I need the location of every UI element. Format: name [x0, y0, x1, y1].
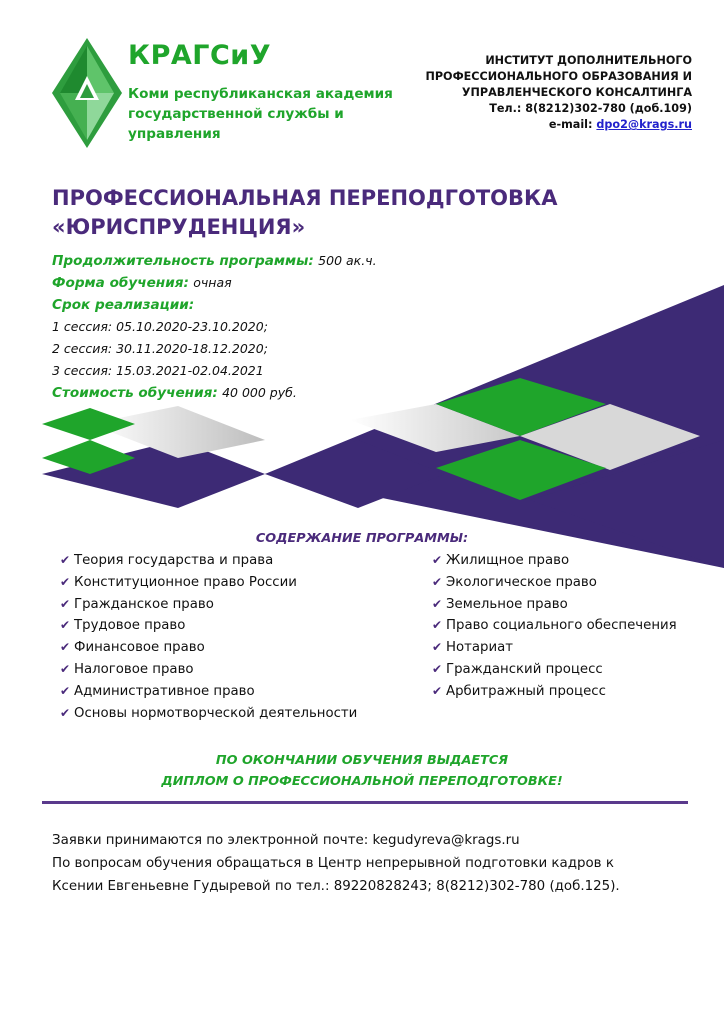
list-item — [60, 703, 357, 725]
list-item — [60, 681, 357, 703]
institute-line: УПРАВЛЕНЧЕСКОГО КОНСАЛТИНГА — [461, 86, 692, 99]
diploma-notice — [0, 750, 724, 792]
check-icon: ✔ — [60, 618, 71, 633]
brand-subtitle-line: Коми республиканская академия — [128, 86, 393, 102]
session-item: 2 сессия: 30.11.2020-18.12.2020; — [52, 341, 268, 356]
program-title-line2: «ЮРИСПРУДЕНЦИЯ» — [52, 215, 306, 239]
list-item — [60, 550, 357, 572]
program-info — [52, 250, 472, 404]
period-label: Срок реализации: — [52, 297, 195, 313]
check-icon: ✔ — [60, 683, 71, 698]
check-icon: ✔ — [432, 618, 443, 633]
form-value: очная — [193, 275, 232, 290]
check-icon: ✔ — [60, 661, 71, 676]
krags-logo-icon — [52, 38, 122, 148]
cost-row — [52, 382, 472, 404]
subject-label: Административное право — [74, 683, 255, 699]
subject-label: Финансовое право — [74, 640, 205, 656]
list-item — [432, 637, 677, 659]
subject-label: Арбитражный процесс — [446, 683, 606, 699]
subject-label: Теория государства и права — [74, 553, 274, 568]
list-item — [432, 681, 677, 703]
footer-line: По вопросам обучения обращаться в Центр непрерывной подготовки кадров к — [52, 856, 614, 871]
list-item — [432, 615, 677, 637]
list-item — [60, 594, 357, 616]
institute-line: ПРОФЕССИОНАЛЬНОГО ОБРАЗОВАНИЯ И — [425, 70, 692, 83]
check-icon: ✔ — [432, 574, 443, 589]
subject-label: Конституционное право России — [74, 574, 297, 590]
subjects-list-left — [60, 550, 357, 724]
session-item: 1 сессия: 05.10.2020-23.10.2020; — [52, 319, 268, 334]
subject-label: Налоговое право — [74, 661, 194, 677]
list-item — [432, 550, 677, 572]
footer-line: Заявки принимаются по электронной почте: kegudyreva@krags.ru — [52, 833, 520, 848]
subject-label: Основы нормотворческой деятельности — [74, 705, 358, 721]
brand-subtitle-line: управления — [128, 126, 221, 142]
check-icon: ✔ — [60, 640, 71, 655]
list-item — [60, 637, 357, 659]
check-icon: ✔ — [432, 683, 443, 698]
duration-row — [52, 250, 472, 272]
subject-label: Право социального обеспечения — [446, 618, 677, 634]
check-icon: ✔ — [432, 640, 443, 655]
program-title — [52, 184, 557, 242]
subject-label: Экологическое право — [446, 574, 597, 590]
list-item — [60, 615, 357, 637]
subject-label: Земельное право — [446, 596, 568, 612]
list-item — [60, 659, 357, 681]
subject-label: Жилищное право — [446, 553, 570, 568]
content-heading: СОДЕРЖАНИЕ ПРОГРАММЫ: — [255, 531, 469, 546]
cost-value: 40 000 руб. — [222, 385, 297, 400]
subjects-list-right — [432, 550, 677, 703]
divider — [42, 801, 688, 804]
check-icon: ✔ — [60, 596, 71, 611]
subject-label: Нотариат — [446, 640, 514, 656]
check-icon: ✔ — [60, 553, 71, 567]
email-label: e-mail: — [548, 118, 593, 131]
duration-value: 500 ак.ч. — [318, 253, 377, 268]
check-icon: ✔ — [432, 661, 443, 676]
institute-phone: Тел.: 8(8212)302-780 (доб.109) — [489, 102, 692, 115]
list-item — [60, 572, 357, 594]
session-item: 3 сессия: 15.03.2021-02.04.2021 — [52, 363, 264, 378]
cost-label: Стоимость обучения: — [52, 385, 218, 401]
list-item — [432, 594, 677, 616]
grey-band-left — [90, 406, 265, 458]
list-item — [432, 572, 677, 594]
check-icon: ✔ — [432, 596, 443, 611]
period-row — [52, 294, 472, 316]
duration-label: Продолжительность программы: — [52, 253, 314, 269]
check-icon: ✔ — [432, 553, 443, 567]
footer-line: Ксении Евгеньевне Гудыревой по тел.: 89220828243; 8(8212)302-780 (доб.125). — [52, 879, 620, 894]
check-icon: ✔ — [60, 574, 71, 589]
institute-email-line — [392, 117, 692, 133]
list-item — [432, 659, 677, 681]
subject-label: Трудовое право — [74, 618, 186, 634]
brand-subtitle — [128, 84, 398, 144]
brand-subtitle-line: государственной службы и — [128, 106, 344, 122]
check-icon: ✔ — [60, 705, 71, 720]
brand-name: КРАГСиУ — [128, 40, 272, 71]
email-link[interactable]: dpo2@krags.ru — [596, 118, 692, 131]
subject-label: Гражданское право — [74, 596, 214, 612]
diploma-notice-line1: ПО ОКОНЧАНИИ ОБУЧЕНИЯ ВЫДАЕТСЯ — [215, 753, 509, 768]
subject-label: Гражданский процесс — [446, 661, 603, 677]
form-label: Форма обучения: — [52, 275, 189, 291]
program-title-line1: ПРОФЕССИОНАЛЬНАЯ ПЕРЕПОДГОТОВКА — [52, 186, 558, 210]
diploma-notice-line2: ДИПЛОМ О ПРОФЕССИОНАЛЬНОЙ ПЕРЕПОДГОТОВКЕ! — [161, 774, 563, 789]
form-row — [52, 272, 472, 294]
institute-line: ИНСТИТУТ ДОПОЛНИТЕЛЬНОГО — [485, 54, 692, 67]
institute-block — [392, 53, 692, 133]
footer-contacts — [52, 829, 692, 898]
